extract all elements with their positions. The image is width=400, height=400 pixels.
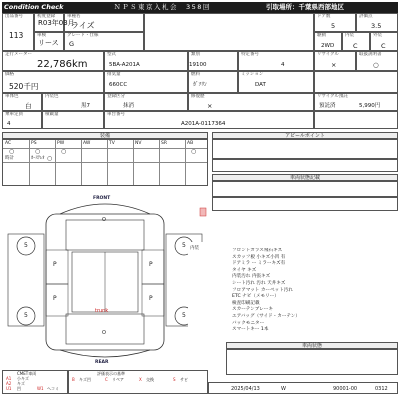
drive-cell xyxy=(314,32,342,51)
color-code-label: 特定番号 xyxy=(241,52,259,57)
price-label: 価格 xyxy=(5,72,14,77)
legend-mid-text: 交換 xyxy=(146,377,154,382)
remark-line: バックモニター xyxy=(232,320,265,326)
exterior-value: C xyxy=(381,42,386,50)
fuel-value: ｶﾞｿﾘﾝ xyxy=(193,82,207,88)
remark-line: 内装汚れ 内張キズ xyxy=(232,274,271,280)
remark-line: シート汚れ 汚れ 天井キズ xyxy=(232,281,286,286)
legend-mid-text: キズ凹 xyxy=(79,377,91,382)
blank-right-cell-2 xyxy=(314,111,398,129)
model-cell xyxy=(104,51,188,71)
equip-mark-ps: ○ xyxy=(35,148,41,155)
rear-bumper xyxy=(60,350,150,357)
equip-mark-pw: ○ xyxy=(61,148,67,155)
model-code-label: 類別 xyxy=(191,52,200,57)
history-value: × xyxy=(207,102,213,110)
name-label: 車種名 xyxy=(67,14,81,19)
legend-mid-code: S xyxy=(173,377,176,382)
hood-panel xyxy=(66,220,144,250)
equip-label-sr: SR xyxy=(161,141,167,146)
legend-text: キズ xyxy=(17,381,25,386)
footer-date: 2025/04/13 xyxy=(231,386,260,392)
blank-spec-cell xyxy=(144,13,314,51)
appeal-box-2 xyxy=(212,159,398,172)
equip-label-nv: NV xyxy=(135,141,142,146)
condition-check-label: Condition Check xyxy=(4,3,64,11)
legend-left xyxy=(2,370,68,394)
recycle-fee-value: 預託済 xyxy=(319,103,336,109)
legend-mid-code: X xyxy=(139,377,142,382)
lot-label: 出品番号 xyxy=(5,14,23,19)
cc-cell xyxy=(104,71,188,93)
wheel-label-fr: 5 xyxy=(182,242,186,249)
car-diagram-area xyxy=(2,190,208,368)
fuel-cell xyxy=(188,71,238,93)
reg-cell xyxy=(104,93,188,111)
front-bumper xyxy=(60,204,150,214)
remarks-side-column xyxy=(188,242,226,362)
pickup-location: 引取場所：千葉県西部地区 xyxy=(266,3,344,11)
interior-color-cell xyxy=(42,93,104,111)
remark-line: フロントガラス飛石キズ xyxy=(232,248,283,253)
remark-line: スカーテンブレーキ xyxy=(232,307,273,313)
manual-value: ○ xyxy=(373,61,379,69)
wheel-label-rr: 5 xyxy=(182,312,186,319)
cc-label: 排気量 xyxy=(107,72,121,77)
mission-label: ミッション xyxy=(241,72,264,77)
state-header: 車両状態 xyxy=(226,342,398,349)
reg-value: 抹消 xyxy=(123,103,135,109)
seat-label-fr: P xyxy=(149,261,153,268)
chassis-cell xyxy=(104,111,314,129)
rear-label: REAR xyxy=(95,360,109,365)
equip-label-ac: AC xyxy=(5,141,12,146)
shaken-value: リース xyxy=(38,39,59,47)
capacity-label: 積載量 xyxy=(45,112,59,117)
history-label: 修復歴 xyxy=(191,94,205,99)
footer-code: 0312 xyxy=(375,386,388,392)
footer-ref: 90001-00 xyxy=(333,386,358,392)
remark-line: ETC ナビ（メモリー） xyxy=(232,294,279,300)
manual-label: 取扱説明書 xyxy=(359,52,382,57)
drive-value: 2WD xyxy=(321,43,335,49)
fuel-label: 燃料 xyxy=(191,72,200,77)
appeal-box xyxy=(212,139,398,159)
wheel-label-rl: 5 xyxy=(24,312,28,319)
seat-label-rr: P xyxy=(149,295,153,302)
year-label: 初度登録 xyxy=(37,14,55,19)
drive-label: 駆動 xyxy=(317,33,326,38)
remark-line: スマートキー 1本 xyxy=(232,327,269,333)
score-value: 3.5 xyxy=(371,22,382,30)
equipment-grid xyxy=(2,139,208,186)
recycle-cell xyxy=(314,51,356,71)
name-value: ライズ xyxy=(71,21,95,30)
legend-text: 凹 xyxy=(17,386,21,391)
mileage-value: 22,786km xyxy=(37,59,88,70)
interior-value: C xyxy=(353,42,358,50)
interior-color-label: 内装色 xyxy=(45,94,59,99)
interior-color-value: 黒7 xyxy=(81,103,90,109)
equip-label-stereo: ｶｰｽﾃﾚｵ xyxy=(31,156,45,161)
trunk-label: trunk xyxy=(95,308,109,314)
rear-left-door xyxy=(46,284,68,316)
remarks-column-header: 内装 xyxy=(190,246,199,251)
body-color-value: 白 xyxy=(25,102,32,110)
legend-text: 小キズ xyxy=(17,376,29,381)
legend-mid xyxy=(68,370,208,394)
front-right-door xyxy=(142,250,164,284)
legend-mid-text: リペア xyxy=(112,377,124,382)
remark-line: 検査印刷記載 xyxy=(232,300,260,306)
seats-value: 4 xyxy=(7,121,11,127)
shaken-label: 車検 xyxy=(37,33,46,38)
footer-date-mark: W xyxy=(281,386,286,392)
color-code-value: 4 xyxy=(281,62,285,68)
doors-cell xyxy=(314,13,356,32)
chassis-label: 車台番号 xyxy=(107,112,125,117)
legend-mid-code: C xyxy=(105,377,108,382)
seats-label: 乗車定員 xyxy=(5,112,23,117)
interior-cell xyxy=(342,32,370,51)
trunk-panel xyxy=(66,314,144,344)
equip-label-ab: AB xyxy=(187,141,194,146)
manual-cell xyxy=(356,51,398,71)
legend-left-header: CMET車両 xyxy=(17,371,37,376)
legend-mid-code: B xyxy=(72,377,75,382)
history-cell xyxy=(188,93,314,111)
equip-label-clock: 時計 xyxy=(5,156,14,161)
legend-text: ヘコミ xyxy=(47,386,59,391)
trunk-marker: O xyxy=(102,330,106,336)
blank-right-cell xyxy=(314,71,398,93)
recycle-value: × xyxy=(331,61,337,69)
vehicle-notes-box-2 xyxy=(212,197,398,211)
wheel-label-fl: 5 xyxy=(24,242,28,249)
front-left-door xyxy=(46,250,68,284)
grade-label: グレード・仕様 xyxy=(67,33,99,38)
recycle-fee-cell xyxy=(314,93,398,111)
legend-mid-header: 評価表示の基準 xyxy=(97,371,125,376)
doors-label: ドア数 xyxy=(317,14,331,19)
price-value: 520千円 xyxy=(9,82,39,91)
mileage-cell xyxy=(2,51,104,71)
remark-line: エアバッグ（サイド・カーテン） xyxy=(232,314,300,319)
mission-cell xyxy=(238,71,314,93)
model-value: 5BA-A201A xyxy=(109,62,140,68)
color-code-cell xyxy=(238,51,314,71)
model-code-cell xyxy=(188,51,238,71)
exterior-cell xyxy=(370,32,398,51)
legend-code: A2 xyxy=(6,381,12,386)
damage-marker-top xyxy=(200,208,206,216)
remark-line: フロアマット カーペット汚れ xyxy=(232,287,293,293)
footer-info xyxy=(208,382,398,394)
equip-mark-ab: ○ xyxy=(191,148,197,155)
equipment-header: 装備 xyxy=(2,132,208,139)
name-cell xyxy=(64,13,144,32)
equip-label-aw: AW xyxy=(83,141,91,146)
grade-value: G xyxy=(69,40,75,48)
remark-line: タイヤ キズ xyxy=(232,267,257,273)
legend-mid-text: サビ xyxy=(180,377,188,382)
body-color-cell xyxy=(2,93,42,111)
interior-label: 内装 xyxy=(345,33,354,38)
body-color-label: 車体色 xyxy=(5,94,19,99)
exterior-label: 外装 xyxy=(373,33,382,38)
price-cell xyxy=(2,71,104,93)
legend-code: W1 xyxy=(37,386,44,391)
equip-label-tv: TV xyxy=(109,141,115,146)
reg-label: 登録区分 xyxy=(107,94,125,99)
remarks-list xyxy=(232,248,398,336)
rear-right-door xyxy=(142,284,164,316)
mileage-label: 走行メーター xyxy=(5,52,32,57)
state-box xyxy=(226,349,398,375)
score-label: 評価点 xyxy=(359,14,373,19)
grade-cell xyxy=(64,32,144,51)
vehicle-notes-box xyxy=(212,181,398,197)
legend-code: A1 xyxy=(6,376,12,381)
recycle-amount: 5,990円 xyxy=(359,103,381,109)
year-value: R03年03月 xyxy=(38,19,75,27)
model-code-value: 19100 xyxy=(189,62,207,68)
auction-title: ＮＰＳ東京入札会 358回 xyxy=(114,3,211,11)
condition-sheet xyxy=(2,2,398,398)
remark-line: ドアミラ ー ミラーキズ有 xyxy=(232,261,286,267)
equip-mark-ac: ○ xyxy=(9,148,15,155)
doors-value: 5 xyxy=(331,22,336,30)
remark-line: スカッフ板 小キズ小凹 有 xyxy=(232,254,286,260)
capacity-cell xyxy=(42,111,104,129)
cc-value: 660CC xyxy=(109,82,128,88)
recycle-label: リサイクル xyxy=(317,52,339,57)
recycle-fee-label: リサイクル預託 xyxy=(317,94,348,99)
seat-label-fl: P xyxy=(53,261,57,268)
model-label: 型式 xyxy=(107,52,116,57)
mission-value: DAT xyxy=(255,82,266,88)
hood-marker: O xyxy=(102,217,106,223)
seat-label-rl: P xyxy=(53,295,57,302)
appeal-header: アピールポイント xyxy=(212,132,398,139)
vehicle-notes-header: 車両状態記載 xyxy=(212,174,398,181)
chassis-value: A201A-0117364 xyxy=(181,121,226,127)
equip-mark-stereo: ○ xyxy=(47,155,53,162)
equip-label-ps: PS xyxy=(31,141,37,146)
front-label: FRONT xyxy=(93,196,111,201)
equip-label-pw: PW xyxy=(57,141,65,146)
score-cell xyxy=(356,13,398,32)
lot-value: 113 xyxy=(9,31,24,40)
lot-cell xyxy=(2,13,34,51)
legend-code: U1 xyxy=(6,386,12,391)
seats-cell xyxy=(2,111,42,129)
header-bar xyxy=(2,2,398,13)
